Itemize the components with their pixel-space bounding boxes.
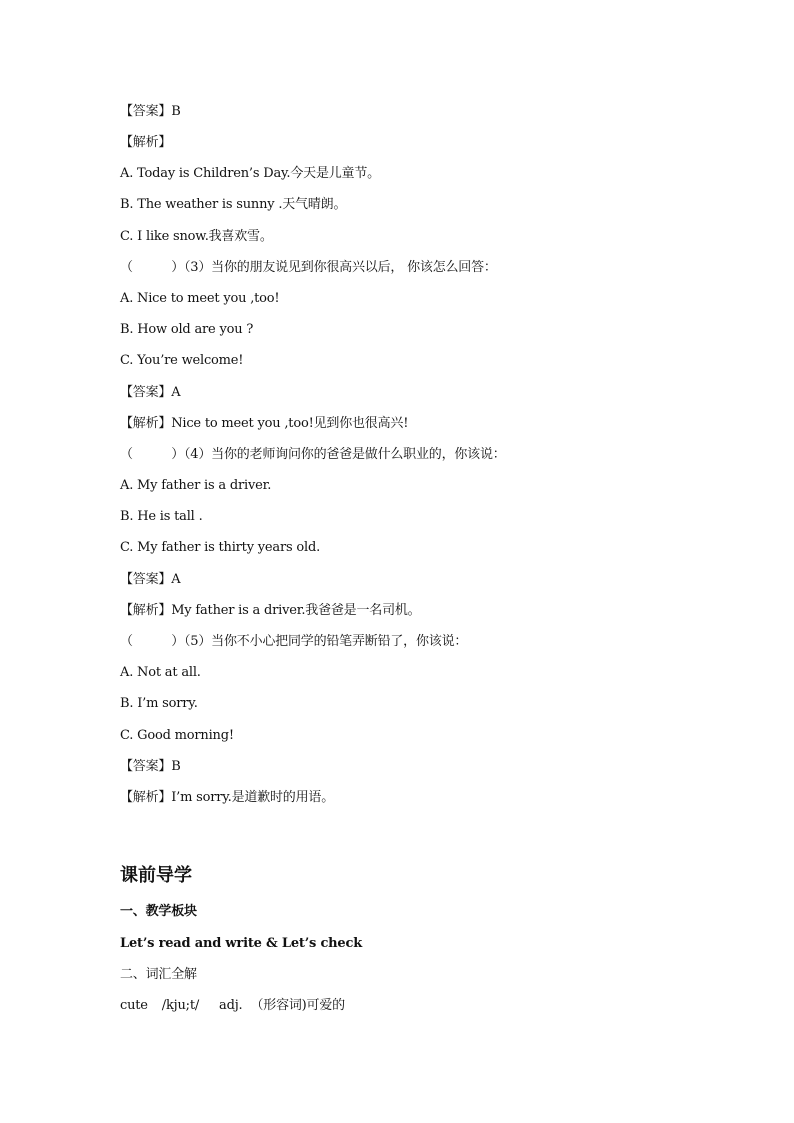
option-b-3: B. How old are you ? bbox=[120, 322, 254, 337]
question-5: （ ）（5）当你不小心把同学的铅笔弄断铅了，你该说： bbox=[120, 634, 468, 649]
answer-label-4: 【答案】A bbox=[120, 572, 181, 587]
option-c-1: C. I like snow.我喜欢雪。 bbox=[120, 229, 273, 244]
vocabulary-entry bbox=[120, 997, 345, 1015]
analysis-label-1: 【解析】 bbox=[120, 135, 172, 150]
question-4: （ ）（4）当你的老师询问你的爸爸是做什么职业的，你该说： bbox=[120, 447, 506, 462]
option-a-5: A. Not at all. bbox=[120, 665, 201, 680]
analysis-3: 【解析】Nice to meet you ,too!见到你也很高兴! bbox=[120, 416, 409, 431]
option-c-3: C. You’re welcome! bbox=[120, 353, 244, 368]
vocabulary-heading: 二、词汇全解 bbox=[120, 967, 197, 982]
option-c-4: C. My father is thirty years old. bbox=[120, 540, 321, 555]
option-b-1: B. The weather is sunny .天气晴朗。 bbox=[120, 197, 347, 212]
teaching-block-heading: 一、教学板块 bbox=[120, 904, 197, 919]
analysis-4: 【解析】My father is a driver.我爸爸是一名司机。 bbox=[120, 603, 421, 618]
vocab-part-of-speech: adj. bbox=[219, 998, 243, 1013]
answer-label-3: 【答案】A bbox=[120, 385, 181, 400]
option-b-4: B. He is tall . bbox=[120, 509, 203, 524]
lesson-title: Let’s read and write & Let’s check bbox=[120, 936, 363, 951]
vocab-meaning: （形容词)可爱的 bbox=[250, 998, 345, 1013]
answer-label-1: 【答案】B bbox=[120, 104, 181, 119]
vocab-word: cute bbox=[120, 998, 148, 1013]
option-c-5: C. Good morning! bbox=[120, 728, 234, 743]
option-a-1: A. Today is Children’s Day.今天是儿童节。 bbox=[120, 166, 380, 181]
section-title: 课前导学 bbox=[120, 865, 192, 886]
option-a-4: A. My father is a driver. bbox=[120, 478, 272, 493]
option-a-3: A. Nice to meet you ,too! bbox=[120, 291, 280, 306]
analysis-5: 【解析】I’m sorry.是道歉时的用语。 bbox=[120, 790, 335, 805]
answer-label-5: 【答案】B bbox=[120, 759, 181, 774]
vocab-phonetic: /kju;t/ bbox=[161, 998, 200, 1013]
question-3: （ ）（3）当你的朋友说见到你很高兴以后， 你该怎么回答： bbox=[120, 260, 497, 275]
option-b-5: B. I’m sorry. bbox=[120, 696, 198, 711]
